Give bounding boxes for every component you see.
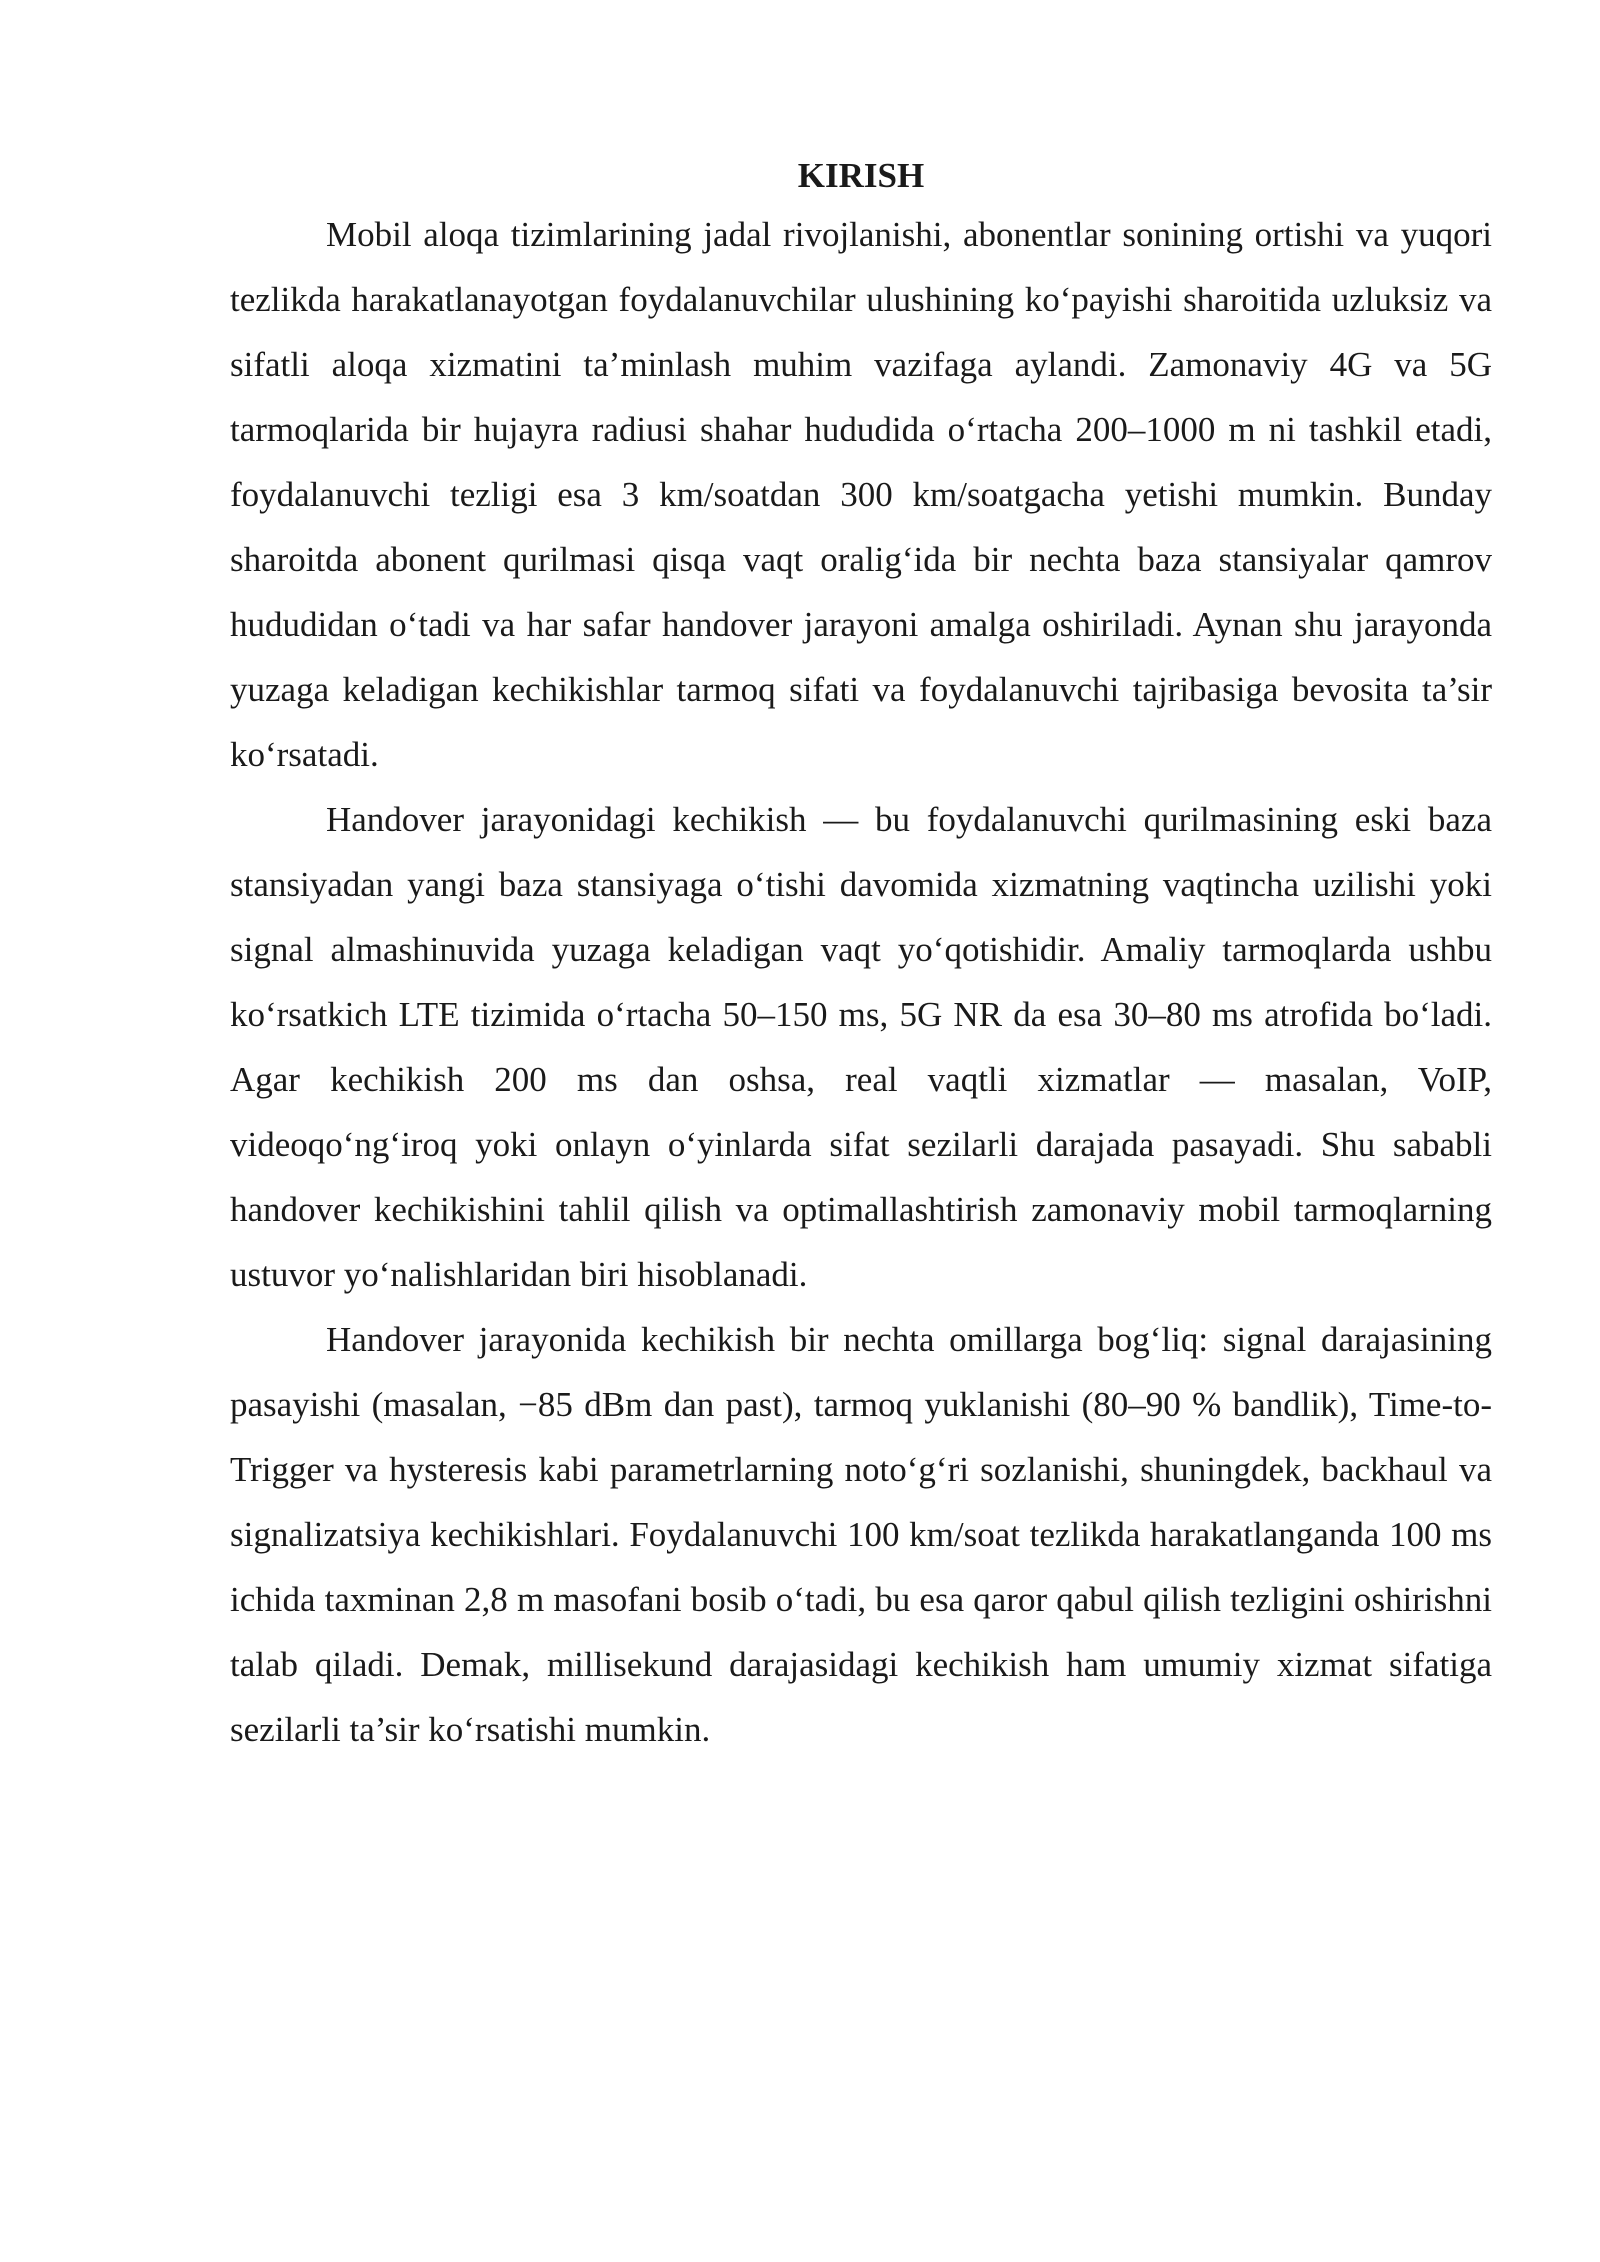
document-body xyxy=(230,150,1492,1762)
page-title: KIRISH xyxy=(797,156,925,195)
paragraph-3: Handover jarayonida kechikish bir nechta omillarga bog‘liq: signal darajasining pasayishi (masalan, −85 dBm dan past), tarmoq yuklanishi (80–90 % bandlik), Time-to-Trigger va hysteresis kabi parametrlarning noto‘g‘ri sozlanishi, shuningdek, backhaul va signalizatsiya kechikishlari. Foydalanuvchi 100 km/soat tezlikda harakatlanganda 100 ms ichida taxminan 2,8 m masofani bosib o‘tadi, bu esa qaror qabul qilish tezligini oshirishni talab qiladi. Demak, millisekund darajasidagi kechikish ham umumiy xizmat sifatiga sezilarli ta’sir ko‘rsatishi mumkin. xyxy=(230,1320,1492,1749)
paragraph-2: Handover jarayonidagi kechikish — bu foydalanuvchi qurilmasining eski baza stansiyadan yangi baza stansiyaga o‘tishi davomida xizmatning vaqtincha uzilishi yoki signal almashinuvida yuzaga keladigan vaqt yo‘qotishidir. Amaliy tarmoqlarda ushbu ko‘rsatkich LTE tizimida o‘rtacha 50–150 ms, 5G NR da esa 30–80 ms atrofida bo‘ladi. Agar kechikish 200 ms dan oshsa, real vaqtli xizmatlar — masalan, VoIP, videoqo‘ng‘iroq yoki onlayn o‘yinlarda sifat sezilarli darajada pasayadi. Shu sababli handover kechikishini tahlil qilish va optimallashtirish zamonaviy mobil tarmoqlarning ustuvor yo‘nalishlaridan biri hisoblanadi. xyxy=(230,800,1492,1294)
paragraph-1: Mobil aloqa tizimlarining jadal rivojlanishi, abonentlar sonining ortishi va yuqori tezlikda harakatlanayotgan foydalanuvchilar ulushining ko‘payishi sharoitida uzluksiz va sifatli aloqa xizmatini ta’minlash muhim vazifaga aylandi. Zamonaviy 4G va 5G tarmoqlarida bir hujayra radiusi shahar hududida o‘rtacha 200–1000 m ni tashkil etadi, foydalanuvchi tezligi esa 3 km/soatdan 300 km/soatgacha yetishi mumkin. Bunday sharoitda abonent qurilmasi qisqa vaqt oralig‘ida bir nechta baza stansiyalar qamrov hududidan o‘tadi va har safar handover jarayoni amalga oshiriladi. Aynan shu jarayonda yuzaga keladigan kechikishlar tarmoq sifati va foydalanuvchi tajribasiga bevosita ta’sir ko‘rsatadi. xyxy=(230,215,1492,774)
